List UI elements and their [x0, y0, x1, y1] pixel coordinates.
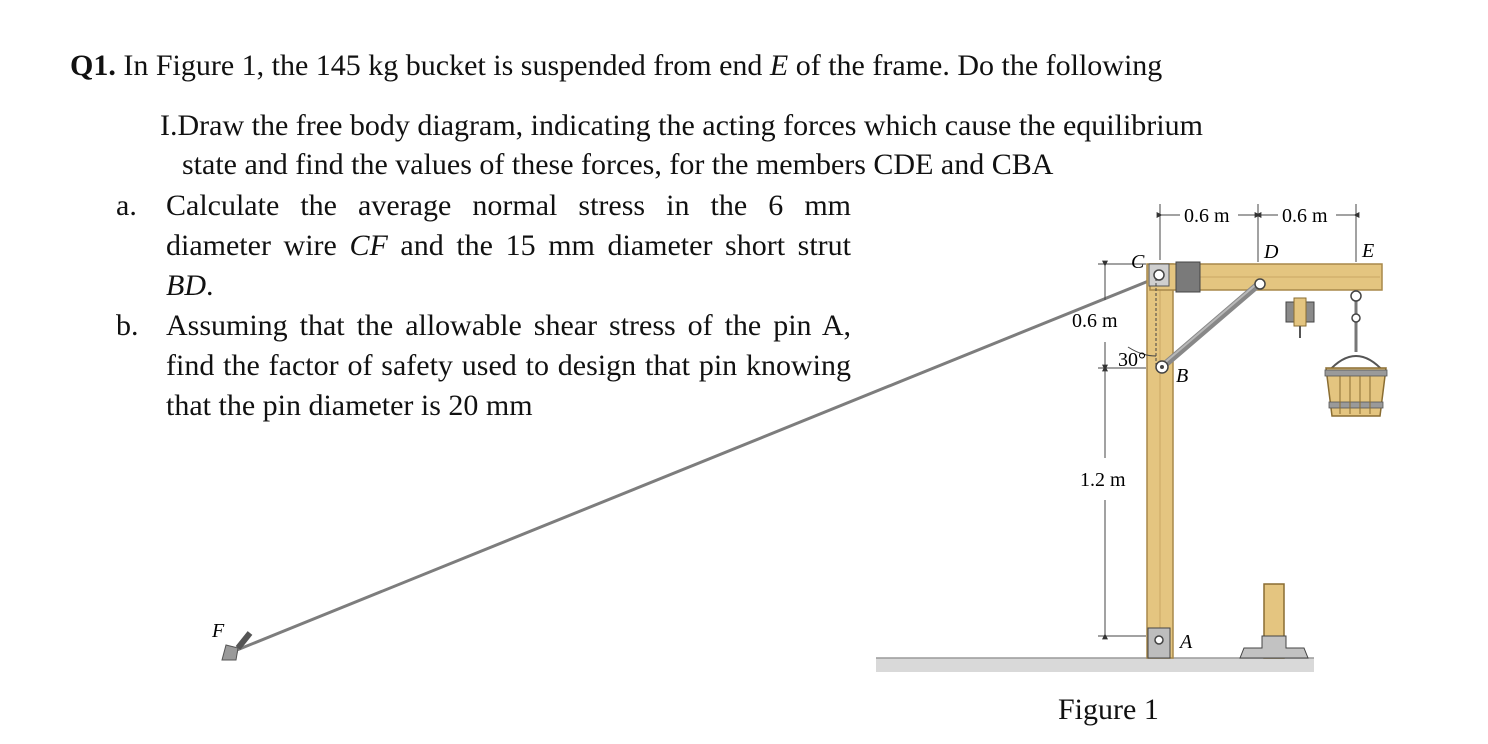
part-a-wire-cf: CF — [349, 229, 388, 262]
question-prompt-start: In Figure 1, the 145 kg bucket is suspended from end — [115, 49, 770, 82]
wire-cf — [232, 278, 1156, 652]
strut-bd-highlight — [1162, 281, 1260, 365]
pin-a — [1155, 636, 1163, 644]
point-c-label: C — [1131, 251, 1145, 273]
part-b-label: b. — [116, 309, 139, 342]
question-number: Q1. — [70, 49, 116, 82]
part-b-text: Assuming that the allowable shear stress of the pin A, find the factor of safety used to design that pin knowing that the pin diameter is 20 mm — [166, 309, 851, 422]
end-view-section — [1294, 298, 1306, 326]
part-i-line-1: I.Draw the free body diagram, indicating the acting forces which cause the equilibrium — [160, 109, 1203, 142]
part-a-text-2: and the 15 mm diameter short strut — [387, 229, 851, 262]
ground — [876, 658, 1314, 672]
part-a-text-1: Calculate the average normal stress in the 6 mm diameter wire — [166, 189, 851, 262]
dim-cb-label: 0.6 m — [1072, 310, 1118, 332]
pin-d — [1255, 279, 1265, 289]
dim-ba-label: 1.2 m — [1080, 469, 1126, 491]
bracket-c — [1176, 262, 1200, 292]
part-a-label: a. — [116, 189, 137, 222]
question-prompt-end: of the frame. Do the following — [788, 49, 1163, 82]
point-d-label: D — [1264, 241, 1279, 263]
end-view-base — [1240, 636, 1308, 658]
part-a-text-3: . — [206, 269, 214, 302]
shackle-e — [1352, 314, 1360, 322]
figure-caption: Figure 1 — [1058, 693, 1159, 726]
pin-b-dot — [1160, 365, 1164, 369]
point-a-label: A — [1180, 631, 1193, 653]
angle-label: 30° — [1118, 349, 1146, 371]
point-e-label: E — [1362, 240, 1375, 262]
point-b-label: B — [1176, 365, 1189, 387]
bucket-band-bottom — [1329, 402, 1383, 408]
hook-e — [1351, 291, 1361, 301]
strut-bd — [1162, 283, 1260, 367]
bucket-band-top — [1325, 370, 1387, 376]
dim-de-label: 0.6 m — [1282, 205, 1328, 227]
point-f-label: F — [212, 620, 225, 642]
anchor-f-base — [222, 645, 238, 660]
part-a-strut-bd: BD — [166, 269, 206, 302]
part-i-line-2: state and find the values of these forces, for the members CDE and CBA — [182, 148, 1054, 181]
dim-cd-label: 0.6 m — [1184, 205, 1230, 227]
question-prompt-var: E — [769, 49, 789, 82]
